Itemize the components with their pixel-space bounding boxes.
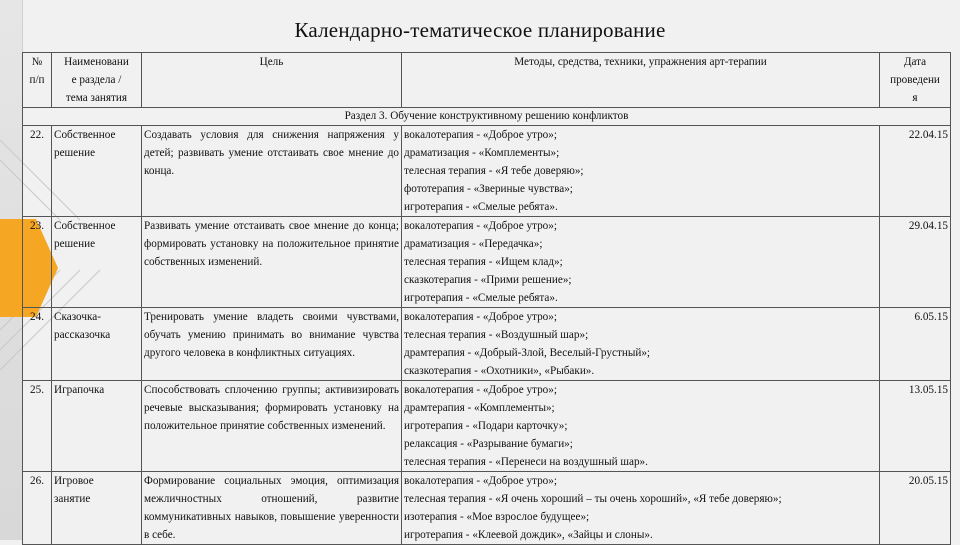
row-topic <box>52 217 142 308</box>
method-item: сказкотерапия - «Прими решение»; <box>404 274 572 286</box>
row-topic <box>52 472 142 545</box>
row-goal: Развивать умение отстаивать свое мнение до конца; формировать установку на положительное принятие собственных изменений. <box>142 217 402 308</box>
planning-table <box>22 52 951 545</box>
header-date-line: я <box>912 92 918 104</box>
header-name-line: тема занятия <box>65 92 128 104</box>
method-item: фототерапия - «Звериные чувства»; <box>404 183 573 195</box>
table-row <box>23 381 951 472</box>
method-item: вокалотерапия - «Доброе утро»; <box>404 311 557 323</box>
row-methods <box>402 126 880 217</box>
row-topic <box>52 308 142 381</box>
table-header-row <box>23 53 951 108</box>
method-item: игротерапия - «Смелые ребята». <box>404 292 558 304</box>
header-name-line: е раздела / <box>71 74 122 86</box>
row-methods <box>402 308 880 381</box>
row-topic-line: занятие <box>54 493 91 505</box>
method-item: телесная терапия - «Перенеси на воздушный шар». <box>404 456 648 468</box>
row-goal: Способствовать сплочению группы; активизировать речевые высказывания; формировать установку на положительное принятие собственных изменений. <box>142 381 402 472</box>
table-row <box>23 472 951 545</box>
method-item: релаксация - «Разрывание бумаги»; <box>404 438 573 450</box>
method-item: игротерапия - «Клеевой дождик», «Зайцы и слоны». <box>404 529 653 541</box>
row-number: 22. <box>23 126 52 217</box>
header-number <box>23 53 52 108</box>
method-item: телесная терапия - «Ищем клад»; <box>404 256 563 268</box>
method-item: изотерапия - «Мое взрослое будущее»; <box>404 511 590 523</box>
header-number-line: п/п <box>29 74 45 86</box>
row-date: 29.04.15 <box>880 217 951 308</box>
method-item: вокалотерапия - «Доброе утро»; <box>404 384 557 396</box>
row-topic <box>52 381 142 472</box>
row-topic-line: Сказочка- <box>54 311 101 323</box>
row-methods <box>402 217 880 308</box>
row-date: 20.05.15 <box>880 472 951 545</box>
header-name <box>52 53 142 108</box>
method-item: драматизация - «Комплементы»; <box>404 147 560 159</box>
row-number: 23. <box>23 217 52 308</box>
table-row <box>23 308 951 381</box>
header-date-line: проведени <box>890 74 940 86</box>
page-title: Календарно-тематическое планирование <box>294 18 666 42</box>
row-methods <box>402 472 880 545</box>
row-date: 6.05.15 <box>880 308 951 381</box>
method-item: телесная терапия - «Я очень хороший – ты очень хороший», «Я тебе доверяю»; <box>404 493 782 505</box>
method-item: вокалотерапия - «Доброе утро»; <box>404 129 557 141</box>
method-item: драмтерапия - «Комплементы»; <box>404 402 555 414</box>
method-item: вокалотерапия - «Доброе утро»; <box>404 475 557 487</box>
row-methods <box>402 381 880 472</box>
method-item: игротерапия - «Подари карточку»; <box>404 420 568 432</box>
header-date <box>880 53 951 108</box>
row-topic-line: рассказочка <box>54 329 111 341</box>
row-topic-line: Собственное <box>54 220 116 232</box>
table-row <box>23 126 951 217</box>
table-row <box>23 217 951 308</box>
row-topic-line: Играпочка <box>54 384 105 396</box>
section-title: Раздел 3. Обучение конструктивному решению конфликтов <box>23 108 951 126</box>
method-item: сказкотерапия - «Охотники», «Рыбаки». <box>404 365 595 377</box>
row-topic-line: Собственное <box>54 129 116 141</box>
row-number: 26. <box>23 472 52 545</box>
row-goal: Формирование социальных эмоция, оптимизация межличностных отношений, развитие коммуникативных навыков, повышение уверенности в себе. <box>142 472 402 545</box>
method-item: телесная терапия - «Воздушный шар»; <box>404 329 589 341</box>
method-item: драмтерапия - «Добрый-Злой, Веселый-Грустный»; <box>404 347 651 359</box>
row-topic-line: Игровое <box>54 475 94 487</box>
row-date: 13.05.15 <box>880 381 951 472</box>
row-topic-line: решение <box>54 147 96 159</box>
row-date: 22.04.15 <box>880 126 951 217</box>
header-name-line: Наименовани <box>64 56 129 68</box>
method-item: телесная терапия - «Я тебе доверяю»; <box>404 165 584 177</box>
header-date-line: Дата <box>903 56 927 68</box>
row-topic-line: решение <box>54 238 96 250</box>
row-topic <box>52 126 142 217</box>
header-methods: Методы, средства, техники, упражнения арт-терапии <box>402 53 880 108</box>
section-row <box>23 108 951 126</box>
header-goal: Цель <box>142 53 402 108</box>
row-goal: Создавать условия для снижения напряжения у детей; развивать умение отстаивать свое мнение до конца. <box>142 126 402 217</box>
method-item: игротерапия - «Смелые ребята». <box>404 201 558 213</box>
header-number-line: № <box>31 56 43 68</box>
row-number: 24. <box>23 308 52 381</box>
row-goal: Тренировать умение владеть своими чувствами, обучать умению принимать во внимание чувства другого человека в конфликтных ситуациях. <box>142 308 402 381</box>
method-item: драматизация - «Передачка»; <box>404 238 543 250</box>
method-item: вокалотерапия - «Доброе утро»; <box>404 220 557 232</box>
row-number: 25. <box>23 381 52 472</box>
